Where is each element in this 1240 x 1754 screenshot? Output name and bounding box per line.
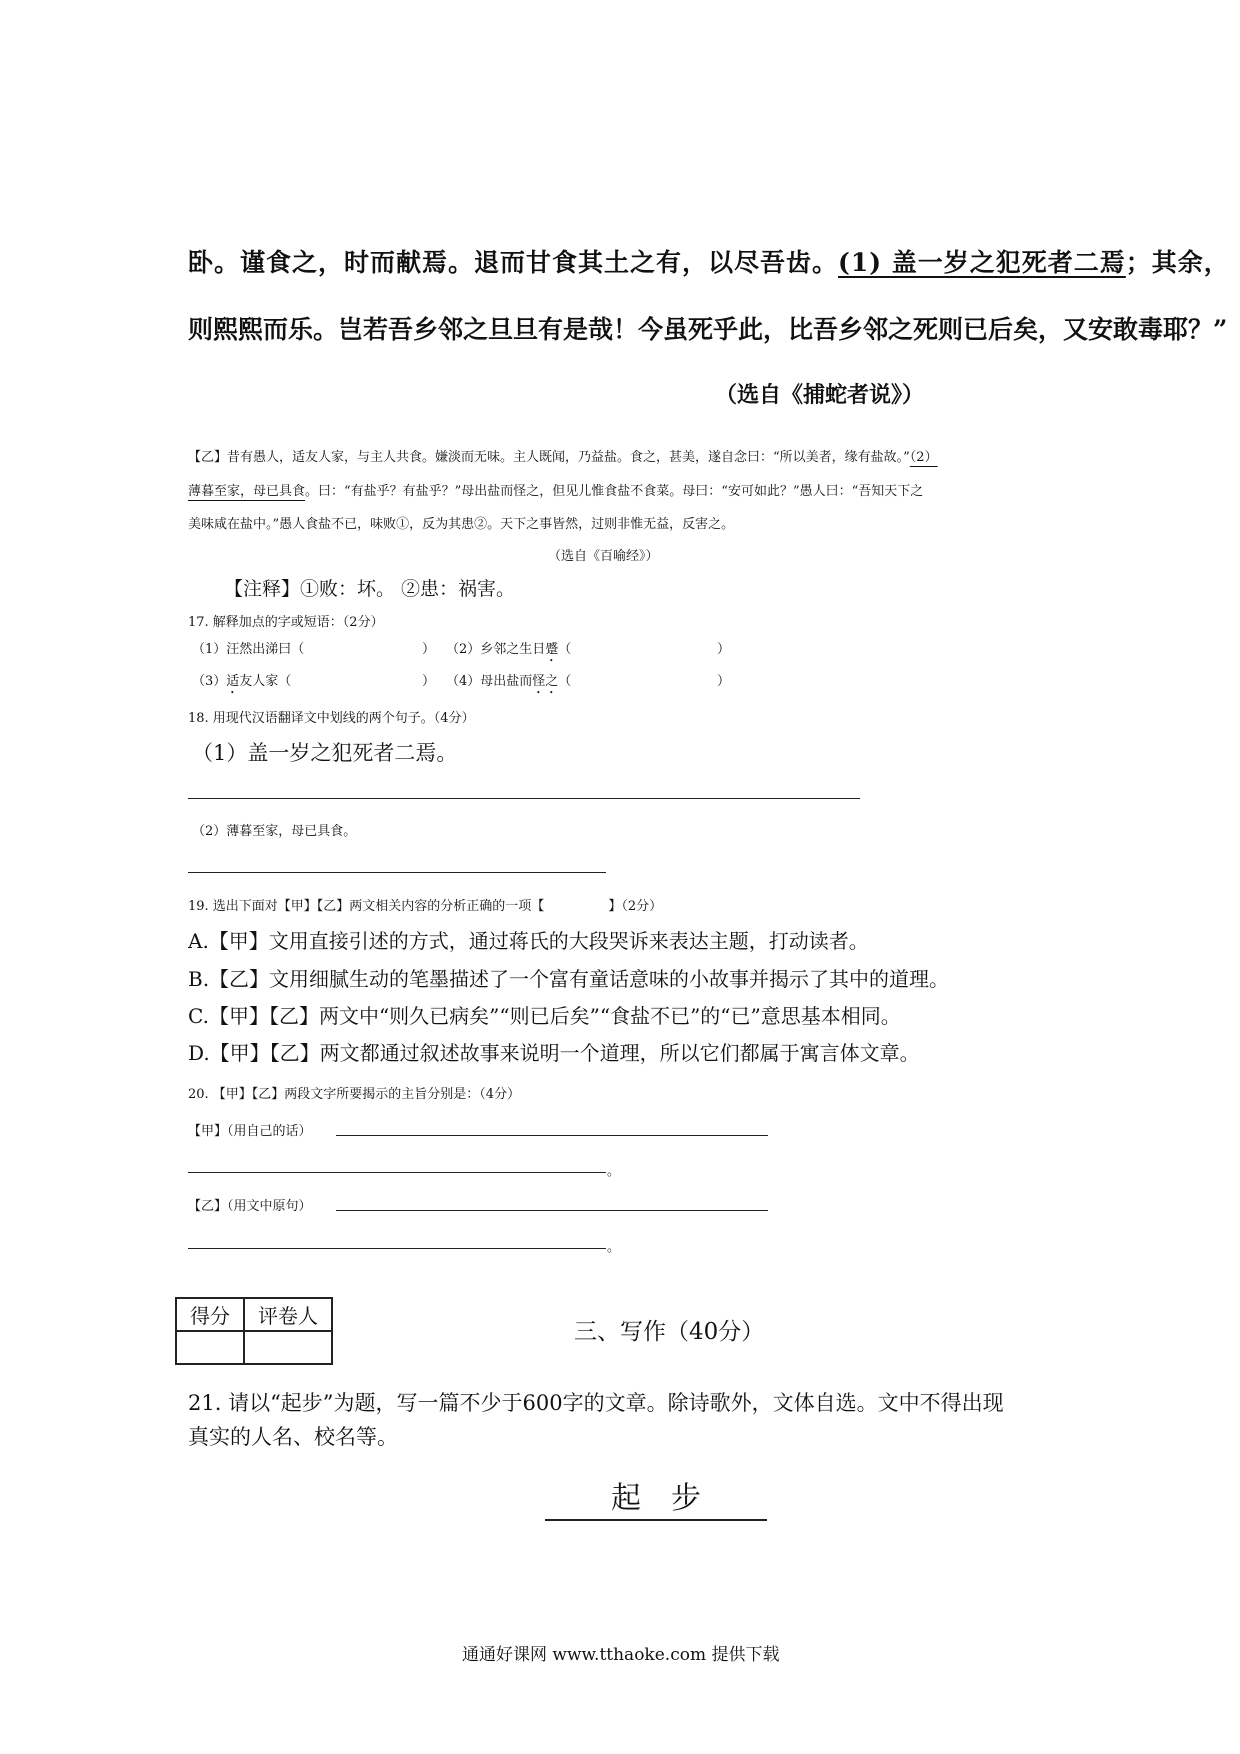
q17-item-2-text: （2）乡邻之生日 [446, 642, 546, 657]
jia-source: （选自《捕蛇者说》） [715, 382, 925, 408]
q17-item-4-text: （4）母出盐而 [446, 674, 533, 689]
section-3-heading: 三、写作（40分） [574, 1319, 765, 1345]
q21-line-1: 21. 请以“起步”为题，写一篇不少于600字的文章。除诗歌外，文体自选。文中不得出现 [188, 1391, 1004, 1415]
q17-item-2-dotted: 蹙 [545, 642, 559, 657]
q19-option-a: A.【甲】文用直接引述的方式，通过蒋氏的大段哭诉来表达主题，打动读者。 [188, 929, 869, 953]
q17-item-4 [446, 670, 571, 697]
q17-item-4-dotted: 怪之 [532, 674, 559, 689]
notes: 【注释】①败：坏。 ②患：祸害。 [224, 578, 516, 600]
q17-title: 17. 解释加点的字或短语：（2分） [188, 615, 384, 630]
yi-underline-marker: （2） [909, 450, 938, 465]
yi-line-1 [188, 446, 938, 465]
q20-yi-period: 。 [607, 1240, 621, 1255]
grader-header: 评卷人 [244, 1298, 332, 1331]
q19-option-c: C.【甲】【乙】两文中“则久已病矣”“则已后矣”“食盐不已”的“已”意思基本相同。 [188, 1004, 901, 1028]
q17-item-4-close: ） [717, 674, 731, 689]
q17-item-3 [192, 670, 291, 697]
yi-line-2-text: 。曰：“有盐乎？有盐乎？”母出盐而怪之，但见儿惟食盐不食菜。母曰：“安可如此？”愚人曰：“吾知天下之 [305, 484, 924, 499]
q17-item-2 [446, 638, 571, 665]
q17-item-2-close: ） [717, 642, 731, 657]
q20-jia-answer-line[interactable] [336, 1135, 768, 1136]
q20-jia-answer-line-2[interactable] [188, 1172, 606, 1173]
q17-item-3-dotted: 适 [226, 674, 240, 689]
essay-title: 起 步 [545, 1473, 767, 1521]
grader-cell[interactable] [244, 1331, 332, 1364]
q18-sentence-1: （1）盖一岁之犯死者二焉。 [192, 741, 458, 765]
score-table [175, 1297, 333, 1365]
q17-item-2-open: （ [558, 642, 572, 657]
jia-line-2: 则熙熙而乐。岂若吾乡邻之旦旦有是哉！今虽死乎此，比吾乡邻之死则已后矣，又安敢毒耶？” [188, 315, 1228, 344]
q19-option-d: D.【甲】【乙】两文都通过叙述故事来说明一个道理，所以它们都属于寓言体文章。 [188, 1041, 920, 1065]
yi-line-2 [188, 480, 923, 499]
q20-yi-label: 【乙】（用文中原句） [188, 1199, 312, 1214]
q17-item-4-open: （ [558, 674, 572, 689]
q18-answer-line-2[interactable] [188, 872, 606, 873]
q20-yi-answer-line-2[interactable] [188, 1248, 606, 1249]
q17-item-3-text: （3） [192, 674, 227, 689]
q19-option-b: B.【乙】文用细腻生动的笔墨描述了一个富有童话意味的小故事并揭示了其中的道理。 [188, 967, 950, 991]
yi-source: （选自《百喻经》） [548, 549, 659, 564]
jia-line-1-tail: ；其余， [1125, 248, 1230, 277]
q17-item-1: （1）汪然出涕曰（ [192, 642, 305, 657]
yi-underlined-sentence-2: 薄暮至家，母已具食 [188, 484, 306, 499]
q19-title [188, 895, 662, 914]
q21-line-2: 真实的人名、校名等。 [188, 1425, 398, 1449]
q20-jia-period: 。 [607, 1164, 621, 1179]
yi-line-1-text: 【乙】昔有愚人，适友人家，与主人共食。嫌淡而无味。主人既闻，乃益盐。食之，甚美，遂自念曰：“所以美者，缘有盐故。” [188, 450, 910, 465]
score-header: 得分 [176, 1298, 244, 1331]
jia-line-1-text: 卧。谨食之，时而献焉。退而甘食其土之有，以尽吾齿。 [188, 248, 839, 277]
q18-sentence-2: （2）薄暮至家，母已具食。 [192, 824, 357, 839]
q19-title-text: 19. 选出下面对【甲】【乙】两文相关内容的分析正确的一项【 [188, 899, 545, 914]
q20-title: 20. 【甲】【乙】两段文字所要揭示的主旨分别是：（4分） [188, 1087, 521, 1102]
q17-item-3-tail: 友人家（ [239, 674, 292, 689]
q18-answer-line-1[interactable] [188, 798, 860, 799]
q20-jia-label: 【甲】（用自己的话） [188, 1124, 312, 1139]
q20-yi-answer-line[interactable] [336, 1210, 768, 1211]
footer-text: 通通好课网 www.tthaoke.com 提供下载 [462, 1645, 780, 1665]
jia-line-1 [188, 243, 1230, 279]
jia-underlined-sentence-1: (1) 盖一岁之犯死者二焉 [838, 248, 1126, 277]
score-cell[interactable] [176, 1331, 244, 1364]
q17-item-1-close: ） [422, 642, 436, 657]
yi-line-3: 美味咸在盐中。”愚人食盐不已，味败①，反为其患②。天下之事皆然，过则非惟无益，反害之。 [188, 517, 735, 532]
q18-title: 18. 用现代汉语翻译文中划线的两个句子。（4分） [188, 711, 475, 726]
q19-title-score: 】（2分） [608, 899, 663, 914]
q17-item-3-close: ） [422, 674, 436, 689]
